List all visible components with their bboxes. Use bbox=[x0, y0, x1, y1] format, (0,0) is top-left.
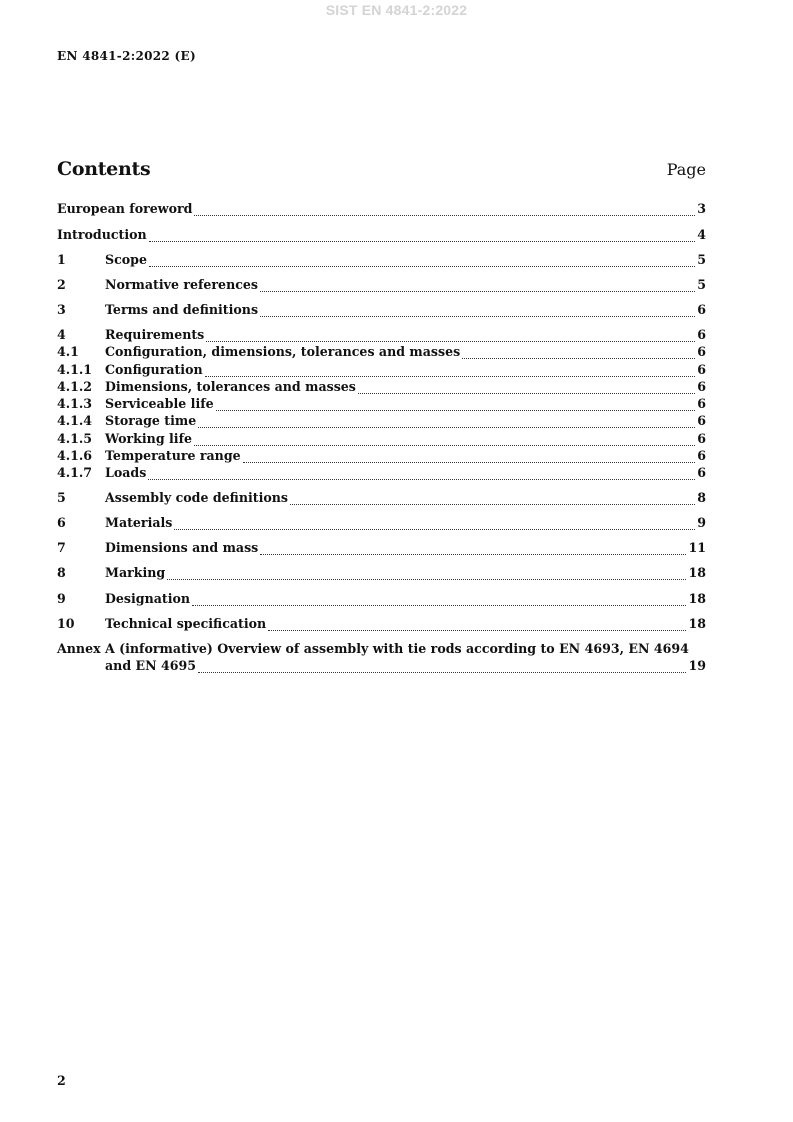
toc-entry[interactable] bbox=[57, 378, 706, 396]
toc-section-number: 4.1.2 bbox=[57, 379, 93, 394]
toc-section-number: 4.1 bbox=[57, 344, 79, 359]
toc-entry[interactable] bbox=[57, 326, 706, 344]
toc-section-number: 4.1.1 bbox=[57, 362, 93, 377]
toc-leader bbox=[243, 458, 696, 463]
toc-page-number: 6 bbox=[697, 362, 706, 377]
toc-leader bbox=[194, 211, 695, 216]
toc-annex-title[interactable]: Annex A (informative) Overview of assembly with tie rods according to EN 4693, EN 4694 bbox=[57, 641, 689, 656]
toc-leader bbox=[358, 389, 695, 394]
toc-leader bbox=[290, 500, 695, 505]
toc-page-number: 18 bbox=[688, 565, 706, 580]
toc-page-number: 6 bbox=[697, 413, 706, 428]
toc-leader bbox=[198, 668, 686, 673]
toc-section-title: Introduction bbox=[57, 227, 147, 242]
toc-leader bbox=[260, 287, 695, 292]
toc-section-number: 1 bbox=[57, 252, 66, 267]
toc-page-number: 18 bbox=[688, 616, 706, 631]
toc-section-number: 4.1.4 bbox=[57, 413, 93, 428]
toc-section-title: Dimensions, tolerances and masses bbox=[105, 379, 356, 394]
toc-page-number: 6 bbox=[697, 431, 706, 446]
toc-leader bbox=[260, 312, 695, 317]
toc-page-number: 8 bbox=[697, 490, 706, 505]
toc-page-number: 6 bbox=[697, 379, 706, 394]
toc-entry[interactable] bbox=[57, 514, 706, 532]
toc-section-number: 5 bbox=[57, 490, 66, 505]
toc-section-number: 4.1.7 bbox=[57, 465, 93, 480]
toc-leader bbox=[149, 237, 696, 242]
toc-section-title: European foreword bbox=[57, 201, 193, 216]
watermark: SIST EN 4841-2:2022 bbox=[325, 2, 468, 18]
toc-entry[interactable] bbox=[57, 430, 706, 448]
toc-section-number: 3 bbox=[57, 302, 66, 317]
toc-section-title: Temperature range bbox=[105, 448, 241, 463]
toc-leader bbox=[194, 441, 695, 446]
toc-annex-entry[interactable] bbox=[105, 657, 706, 675]
toc-page-number: 3 bbox=[697, 201, 706, 216]
toc-section-number: 4.1.6 bbox=[57, 448, 93, 463]
toc-entry[interactable] bbox=[57, 489, 706, 507]
toc-page-number: 6 bbox=[697, 396, 706, 411]
page-column-label: Page bbox=[666, 160, 706, 179]
footer-page-number: 2 bbox=[57, 1073, 66, 1088]
toc-section-number: 7 bbox=[57, 540, 66, 555]
toc-section-title: Terms and definitions bbox=[105, 302, 259, 317]
toc-section-title: Loads bbox=[105, 465, 147, 480]
toc-page-number: 5 bbox=[697, 277, 706, 292]
toc-entry[interactable] bbox=[57, 343, 706, 361]
toc-entry[interactable] bbox=[57, 539, 706, 557]
toc-section-number: 9 bbox=[57, 591, 66, 606]
toc-section-title: Normative references bbox=[105, 277, 259, 292]
toc-section-number: 4.1.5 bbox=[57, 431, 93, 446]
toc-leader bbox=[148, 475, 695, 480]
toc-entry[interactable] bbox=[57, 395, 706, 413]
toc-entry[interactable] bbox=[57, 564, 706, 582]
toc-section-title: Requirements bbox=[105, 327, 205, 342]
toc-section-title: Designation bbox=[105, 591, 191, 606]
toc-leader bbox=[216, 406, 696, 411]
toc-section-number: 10 bbox=[57, 616, 75, 631]
toc-leader bbox=[205, 372, 696, 377]
toc-entry[interactable] bbox=[57, 615, 706, 633]
toc-entry[interactable] bbox=[57, 412, 706, 430]
toc-leader bbox=[167, 575, 686, 580]
toc-section-title: Assembly code definitions bbox=[105, 490, 289, 505]
toc-entry[interactable] bbox=[57, 200, 706, 218]
toc-page-number: 5 bbox=[697, 252, 706, 267]
toc-section-title: Technical specification bbox=[105, 616, 267, 631]
toc-entry[interactable] bbox=[57, 251, 706, 269]
toc-leader bbox=[260, 550, 686, 555]
toc-leader bbox=[174, 525, 695, 530]
toc-section-number: 4 bbox=[57, 327, 66, 342]
toc-entry[interactable] bbox=[57, 447, 706, 465]
toc-entry[interactable] bbox=[57, 226, 706, 244]
toc-page-number: 9 bbox=[697, 515, 706, 530]
toc-section-title: Configuration, dimensions, tolerances and masses bbox=[105, 344, 461, 359]
contents-heading bbox=[57, 158, 706, 180]
toc-section-number: 4.1.3 bbox=[57, 396, 93, 411]
toc-entry[interactable] bbox=[57, 301, 706, 319]
toc-page-number: 6 bbox=[697, 448, 706, 463]
toc-entry[interactable] bbox=[57, 276, 706, 294]
toc-section-title: Serviceable life bbox=[105, 396, 214, 411]
toc-section-number: 8 bbox=[57, 565, 66, 580]
toc-page-number: 18 bbox=[688, 591, 706, 606]
toc-leader bbox=[192, 601, 686, 606]
toc-section-title: Working life bbox=[105, 431, 193, 446]
toc-page-number: 11 bbox=[688, 540, 706, 555]
toc-leader bbox=[149, 262, 695, 267]
toc-leader bbox=[198, 423, 695, 428]
toc-section-title: Dimensions and mass bbox=[105, 540, 259, 555]
toc-section-number: 6 bbox=[57, 515, 66, 530]
toc-page-number: 4 bbox=[697, 227, 706, 242]
toc-section-title: Marking bbox=[105, 565, 166, 580]
toc-page-number: 19 bbox=[688, 658, 706, 673]
toc-section-title: Storage time bbox=[105, 413, 197, 428]
toc-leader bbox=[462, 354, 695, 359]
toc-entry[interactable] bbox=[57, 464, 706, 482]
toc-leader bbox=[206, 337, 695, 342]
toc-section-number: 2 bbox=[57, 277, 66, 292]
toc-section-title: Configuration bbox=[105, 362, 203, 377]
toc-annex-title-cont: and EN 4695 bbox=[105, 658, 197, 673]
toc-page-number: 6 bbox=[697, 302, 706, 317]
toc-section-title: Scope bbox=[105, 252, 147, 267]
toc-page-number: 6 bbox=[697, 344, 706, 359]
toc-section-title: Materials bbox=[105, 515, 173, 530]
toc-entry[interactable] bbox=[57, 590, 706, 608]
contents-title: Contents bbox=[57, 158, 151, 180]
document-id: EN 4841-2:2022 (E) bbox=[57, 49, 196, 63]
toc-leader bbox=[268, 626, 686, 631]
toc-entry[interactable] bbox=[57, 361, 706, 379]
toc-page-number: 6 bbox=[697, 465, 706, 480]
toc-page-number: 6 bbox=[697, 327, 706, 342]
